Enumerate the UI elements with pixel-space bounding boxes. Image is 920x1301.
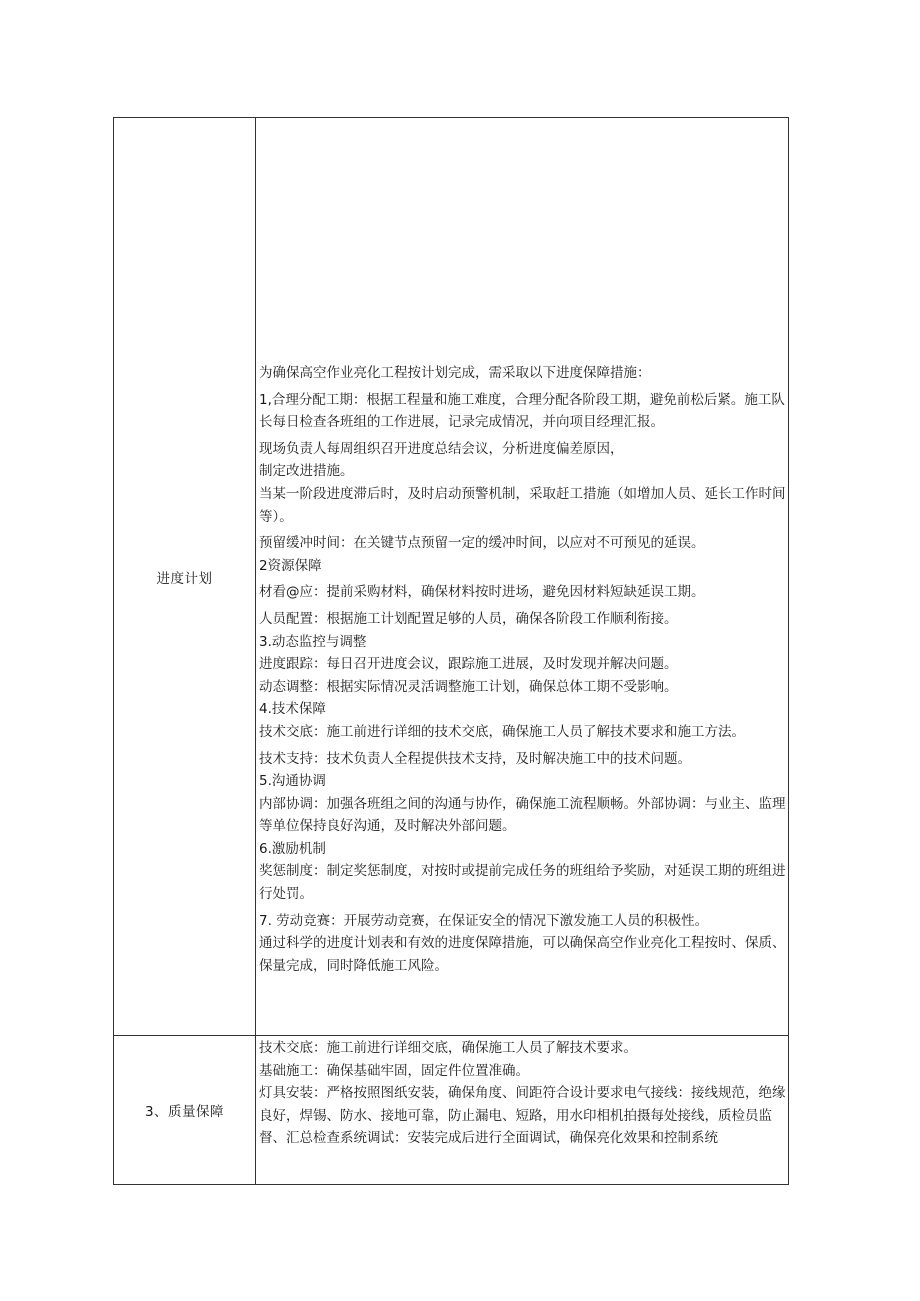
- paragraph: 预留缓冲时间：在关键节点预留一定的缓冲时间，以应对不可预见的延误。: [259, 535, 705, 552]
- row-label-quality: 3、质量保障: [114, 1036, 256, 1185]
- paragraph: 现场负责人每周组织召开进度总结会议，分析进度偏差原因，: [259, 440, 624, 457]
- paragraph: 通过科学的进度计划表和有效的进度保障措施，可以确保高空作业亮化工程按时、保质、保量完成，同时降低施工风险。: [259, 935, 786, 974]
- section-heading: 2资源保障: [259, 557, 322, 574]
- paragraph: 奖惩制度：制定奖惩制度，对按时或提前完成任务的班组给予奖励，对延误工期的班组进行处罚。: [259, 863, 786, 903]
- paragraph: 为确保高空作业亮化工程按计划完成，需采取以下进度保障措施：: [259, 365, 651, 381]
- paragraph: 动态调整：根据实际情况灵活调整施工计划，确保总体工期不受影响。: [259, 678, 678, 695]
- paragraph: 人员配置：根据施工计划配置足够的人员，确保各阶段工作顺利衔接。: [259, 610, 678, 627]
- row-label-schedule: 进度计划: [114, 118, 256, 1036]
- paragraph: 技术支持：技术负责人全程提供技术支持，及时解决施工中的技术问题。: [259, 750, 691, 767]
- paragraph: 当某一阶段进度滞后时，及时启动预警机制，采取赶工措施（如增加人员、延长工作时间等）。: [259, 485, 786, 525]
- quality-content-cell: [256, 1036, 789, 1185]
- paragraph: 制定改进措施。: [259, 463, 354, 480]
- section-heading: 4.技术保障: [259, 701, 326, 718]
- paragraph: 技术交底：施工前进行详细交底，确保施工人员了解技术要求。: [259, 1040, 637, 1056]
- paragraph: 7. 劳动竞赛：开展劳动竞赛，在保证安全的情况下激发施工人员的积极性。: [259, 912, 709, 929]
- paragraph: 技术交底：施工前进行详细的技术交底，确保施工人员了解技术要求和施工方法。: [259, 723, 745, 740]
- paragraph: 基础施工：确保基础牢固，固定件位置准确。: [259, 1062, 529, 1079]
- section-heading: 5.沟通协调: [259, 773, 326, 790]
- table-row: [114, 118, 789, 1036]
- paragraph: 1,合理分配工期：根据工程量和施工难度，合理分配各阶段工期，避免前松后紧。施工队长每日检查各班组的工作进展，记录完成情况，并向项目经理汇报。: [259, 391, 785, 431]
- schedule-content: [256, 362, 788, 977]
- section-heading: 6.激励机制: [259, 840, 326, 857]
- blank-space: [256, 118, 788, 362]
- schedule-content-cell: [256, 118, 789, 1036]
- document-table: [113, 117, 789, 1185]
- paragraph: 进度跟踪：每日召开进度会议，跟踪施工进展，及时发现并解决问题。: [259, 656, 678, 673]
- paragraph: 内部协调：加强各班组之间的沟通与协作，确保施工流程顺畅。外部协调：与业主、监理等单位保持良好沟通，及时解决外部问题。: [259, 795, 786, 835]
- section-heading: 3.动态监控与调整: [259, 633, 367, 650]
- quality-content: [256, 1036, 788, 1150]
- table-row: [114, 1036, 789, 1185]
- paragraph: 灯具安装：严格按照图纸安装，确保角度、间距符合设计要求电气接线：接线规范，绝缘良好，焊锡、防水、接地可靠，防止漏电、短路，用水印相机拍摄每处接线，质检员监督、汇总检查系统调试：安装完成后进行全面调试，确保亮化效果和控制系统: [259, 1085, 786, 1147]
- paragraph: 材看@应：提前采购材料，确保材料按时进场，避免因材料短缺延误工期。: [259, 584, 705, 601]
